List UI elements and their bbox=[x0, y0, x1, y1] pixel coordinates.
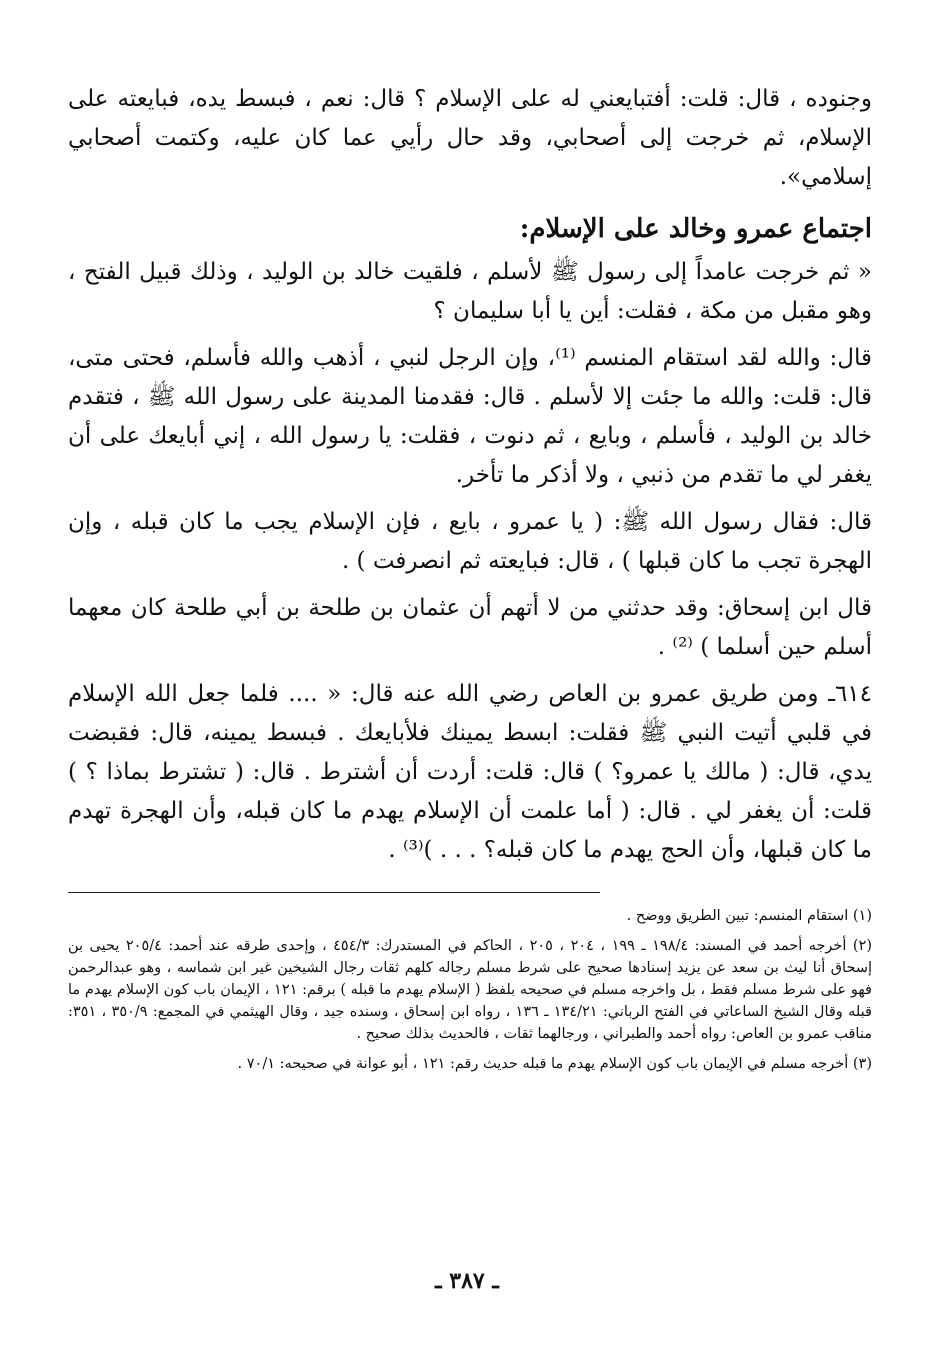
footnote-3: (٣) أخرجه مسلم في الإيمان باب كون الإسلام يهدم ما قبله حديث رقم: ١٢١ ، أبو عوانة في صحيحه: ٧٠/١ . bbox=[237, 1056, 872, 1072]
footnotes bbox=[68, 905, 872, 1075]
paragraph-3: قال: والله لقد استقام المنسم ⁽¹⁾، وإن الرجل لنبي ، أذهب والله فأسلم، فحتى متى، قال: قلت: والله ما جئت إلا لأسلم . قال: فقدمنا المدينة على رسول الله ﷺ ، فتقدم خالد بن الوليد ، فأسلم ، وبايع ، ثم دنوت ، فقلت: يا رسول الله ، إني أبايعك على أن يغفر لي ما تقدم من ذنبي ، ولا أذكر ما تأخر. bbox=[68, 345, 873, 488]
paragraph-4: قال: فقال رسول الله ﷺ: ( يا عمرو ، بايع ، فإن الإسلام يجب ما كان قبله ، وإن الهجرة تجب ما كان قبلها ) ، قال: فبايعته ثم انصرفت ) . bbox=[68, 509, 872, 574]
footnote-divider bbox=[68, 892, 600, 893]
section-heading: اجتماع عمرو وخالد على الإسلام: bbox=[519, 214, 872, 244]
paragraph-2: « ثم خرجت عامداً إلى رسول ﷺ لأسلم ، فلقيت خالد بن الوليد ، وذلك قبيل الفتح ، وهو مقبل من مكة ، فقلت: أين يا أبا سليمان ؟ bbox=[68, 259, 872, 324]
paragraph-6: ٦١٤ـ ومن طريق عمرو بن العاص رضي الله عنه قال: « .... فلما جعل الله الإسلام في قلبي أتيت النبي ﷺ فقلت: ابسط يمينك فلأبايعك . فبسط يمينه، قال: فقبضت يدي، قال: ( مالك يا عمرو؟ ) قال: قلت: أردت أن أشترط . قال: ( تشترط بماذا ؟ ) قلت: أن يغفر لي . قال: ( أما علمت أن الإسلام يهدم ما كان قبله، وأن الهجرة تهدم ما كان قبلها، وأن الحج يهدم ما كان قبله؟ . . . )⁽³⁾ . bbox=[68, 681, 872, 863]
page-number: ـ ٣٨٧ ـ bbox=[435, 1268, 499, 1294]
footnote-1: (١) استقام المنسم: تبين الطريق ووضح . bbox=[626, 908, 872, 924]
paragraph-1: وجنوده ، قال: قلت: أفتبايعني له على الإسلام ؟ قال: نعم ، فبسط يده، فبايعته على الإسلام، ثم خرجت إلى أصحابي، وقد حال رأيي عما كان عليه، وكتمت أصحابي إسلامي». bbox=[68, 86, 872, 190]
footnote-2: (٢) أخرجه أحمد في المسند: ١٩٨/٤ ـ ١٩٩ ، ٢٠٤ ، ٢٠٥ ، الحاكم في المستدرك: ٤٥٤/٣ ، وإحدى طرقه عند أحمد: ٢٠٥/٤ يحيى بن إسحاق أنا ليث بن سعد عن يزيد إسنادها صحيح على شرط مسلم رجاله كلهم ثقات رجال الشيخين غير ابن شماسه ، وهو عبدالرحمن فهو على شرط مسلم فقط ، بل واخرجه مسلم في صحيحه بلفظ ( الإسلام يهدم ما قبله ) برقم: ١٢١ ، الإيمان باب كون الإسلام يهدم ما قبله وقال الشيخ الساعاتي في الفتح الرباني: ١٣٤/٢١ ـ ١٣٦ ، رواه ابن إسحاق ، وسنده جيد ، وقال الهيثمي في المجمع: ٣٥٠/٩ ، ٣٥١: مناقب عمرو بن العاص: رواه أحمد والطبراني ، ورجالهما ثقات ، فالحديث بذلك صحيح . bbox=[68, 938, 873, 1042]
paragraph-5: قال ابن إسحاق: وقد حدثني من لا أتهم أن عثمان بن طلحة بن أبي طلحة كان معهما أسلم حين أسلما ) ⁽²⁾ . bbox=[68, 595, 872, 660]
